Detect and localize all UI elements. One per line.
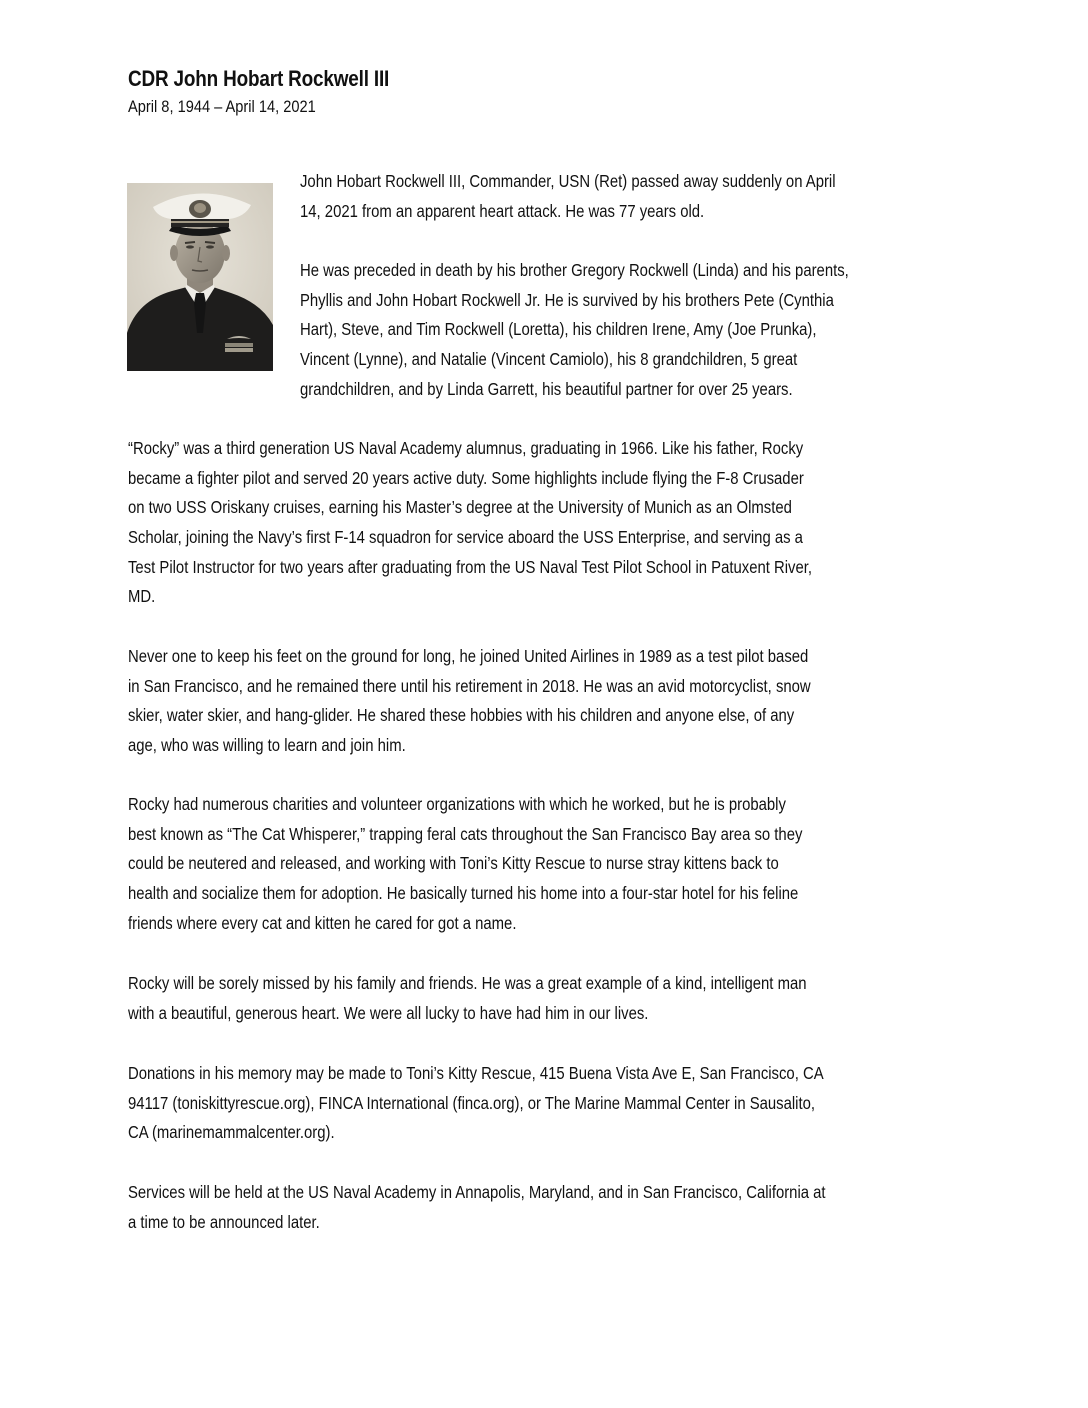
text-line: became a fighter pilot and served 20 years active duty. Some highlights include flying the F-8 Crusader <box>128 467 804 488</box>
text-line: Vincent (Lynne), and Natalie (Vincent Camiolo), his 8 grandchildren, 5 great <box>300 349 798 370</box>
paragraph-naval-career <box>128 434 812 612</box>
portrait-photo <box>127 183 273 371</box>
text-line: MD. <box>128 586 156 607</box>
text-line: on two USS Oriskany cruises, earning his Master’s degree at the University of Munich as an Olmsted <box>128 497 792 518</box>
text-line: a time to be announced later. <box>128 1211 320 1232</box>
paragraph-family <box>300 256 849 404</box>
text-line: Donations in his memory may be made to Toni’s Kitty Rescue, 415 Buena Vista Ave E, San Francisco, CA <box>128 1063 824 1083</box>
text-line: could be neutered and released, and working with Toni’s Kitty Rescue to nurse stray kittens back to <box>128 853 779 874</box>
text-line: He was preceded in death by his brother Gregory Rockwell (Linda) and his parents, <box>300 260 849 280</box>
paragraph-intro <box>300 167 836 226</box>
life-dates: April 8, 1944 – April 14, 2021 <box>128 97 316 116</box>
text-line: John Hobart Rockwell III, Commander, USN (Ret) passed away suddenly on April <box>300 171 836 191</box>
text-line: with a beautiful, generous heart. We were all lucky to have had him in our lives. <box>128 1002 649 1023</box>
text-line: age, who was willing to learn and join him. <box>128 735 406 756</box>
text-line: in San Francisco, and he remained there until his retirement in 2018. He was an avid motorcyclist, snow <box>128 675 811 696</box>
text-line: Hart), Steve, and Tim Rockwell (Loretta), his children Irene, Amy (Joe Prunka), <box>300 319 817 340</box>
text-line: CA (marinemammalcenter.org). <box>128 1122 335 1143</box>
text-line: grandchildren, and by Linda Garrett, his beautiful partner for over 25 years. <box>300 378 793 399</box>
paragraph-airline-career <box>128 642 811 761</box>
text-line: Services will be held at the US Naval Academy in Annapolis, Maryland, and in San Francisco, California at <box>128 1182 826 1202</box>
text-line: 14, 2021 from an apparent heart attack. He was 77 years old. <box>300 200 705 221</box>
text-line: best known as “The Cat Whisperer,” trapping feral cats throughout the San Francisco Bay area so they <box>128 823 803 844</box>
text-line: Phyllis and John Hobart Rockwell Jr. He is survived by his brothers Pete (Cynthia <box>300 289 834 310</box>
text-line: Scholar, joining the Navy’s first F-14 squadron for service aboard the USS Enterprise, and serving as a <box>128 527 803 548</box>
paragraph-donations <box>128 1059 824 1148</box>
text-line: skier, water skier, and hang-glider. He shared these hobbies with his children and anyone else, of any <box>128 705 795 726</box>
text-line: Rocky had numerous charities and volunteer organizations with which he worked, but he is probably <box>128 794 786 814</box>
text-line: 94117 (toniskittyrescue.org), FINCA International (finca.org), or The Marine Mammal Center in Sausalito, <box>128 1092 816 1113</box>
text-line: Test Pilot Instructor for two years after graduating from the US Naval Test Pilot School in Patuxent River, <box>128 556 813 577</box>
text-line: health and socialize them for adoption. He basically turned his home into a four-star hotel for his feline <box>128 883 799 904</box>
paragraph-charities <box>128 790 802 938</box>
text-line: “Rocky” was a third generation US Naval Academy alumnus, graduating in 1966. Like his father, Rocky <box>128 438 804 458</box>
paragraph-services <box>128 1178 826 1237</box>
text-line: friends where every cat and kitten he cared for got a name. <box>128 912 517 933</box>
portrait-photo-icon <box>127 183 273 371</box>
text-line: Never one to keep his feet on the ground for long, he joined United Airlines in 1989 as a test pilot based <box>128 646 809 666</box>
text-line: Rocky will be sorely missed by his family and friends. He was a great example of a kind, intelligent man <box>128 973 807 993</box>
paragraph-remembrance <box>128 969 806 1028</box>
page-title: CDR John Hobart Rockwell III <box>128 66 390 91</box>
